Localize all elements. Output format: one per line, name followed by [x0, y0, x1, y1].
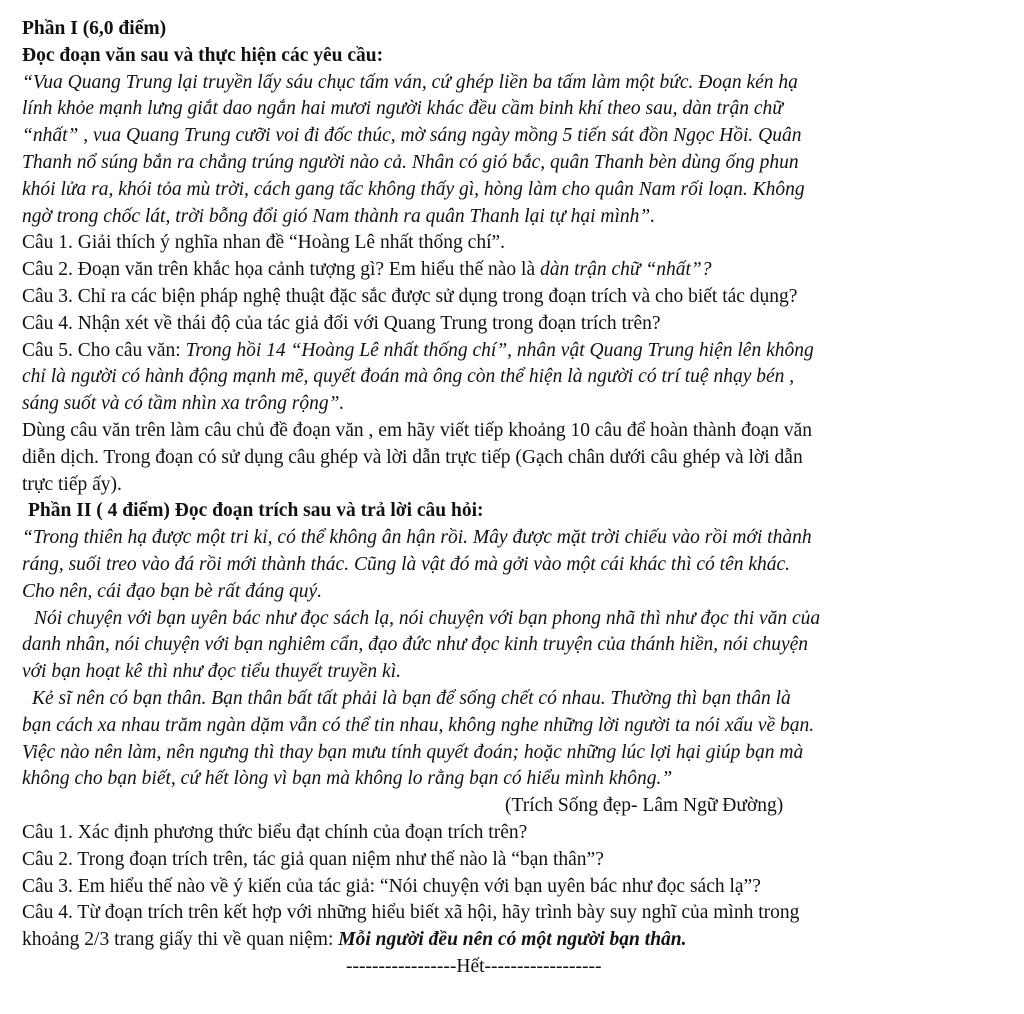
passage-line: khói lửa ra, khói tỏa mù trời, cách gang tấc không thấy gì, hòng làm cho quân Nam rối loạn. Không: [22, 178, 805, 200]
question-quote: Trong hồi 14 “Hoàng Lê nhất thống chí”, nhân vật Quang Trung hiện lên không: [185, 339, 814, 361]
passage-line: ngờ trong chốc lát, trời bỗng đổi gió Nam thành ra quân Thanh lại tự hại mình”.: [22, 205, 656, 227]
part2-question-4: Câu 4. Từ đoạn trích trên kết hợp với những hiểu biết xã hội, hãy trình bày suy nghĩ của mình trong: [22, 902, 800, 924]
part2-passage: [22, 525, 1002, 793]
passage-line: “Vua Quang Trung lại truyền lấy sáu chục tấm ván, cứ ghép liền ba tấm làm một bức. Đoạn kén hạ: [22, 71, 798, 93]
passage-line: ráng, suối treo vào đá rồi mới thành thác. Cũng là vật đó mà gởi vào một cái khác thì có tên khác.: [22, 553, 791, 575]
part2-question-4-cont: [22, 927, 1002, 954]
passage-line: danh nhân, nói chuyện với bạn nghiêm cẩn, đạo đức như đọc kinh truyện của thánh hiền, nói chuyện: [22, 634, 809, 656]
passage-line: Cho nên, cái đạo bạn bè rất đáng quý.: [22, 580, 323, 602]
passage-line: với bạn hoạt kê thì như đọc tiểu thuyết truyền kì.: [22, 661, 401, 683]
passage-source: (Trích Sống đẹp- Lâm Ngữ Đường): [505, 795, 784, 817]
question-quote-line: sáng suốt và có tầm nhìn xa trông rộng”.: [22, 393, 345, 415]
part2-question-1: Câu 1. Xác định phương thức biểu đạt chính của đoạn trích trên?: [22, 821, 528, 843]
question-text: Câu 2. Đoạn văn trên khắc họa cảnh tượng gì? Em hiểu thế nào là: [22, 259, 540, 281]
question-text: khoảng 2/3 trang giấy thi về quan niệm:: [22, 929, 339, 951]
passage-line: lính khỏe mạnh lưng giắt dao ngắn hai mươi người khác đều cầm binh khí theo sau, dàn trận chữ: [22, 98, 783, 120]
part1-passage: [22, 70, 1002, 231]
part2-question-2: Câu 2. Trong đoạn trích trên, tác giả quan niệm như thế nào là “bạn thân”?: [22, 848, 604, 870]
passage-line: Kẻ sĩ nên có bạn thân. Bạn thân bất tất phải là bạn để sống chết có nhau. Thường thì bạn thân là: [32, 687, 791, 709]
question-task-line: diễn dịch. Trong đoạn có sử dụng câu ghép và lời dẫn trực tiếp (Gạch chân dưới câu ghép và lời dẫn: [22, 446, 803, 468]
part2-question-3: Câu 3. Em hiểu thế nào về ý kiến của tác giả: “Nói chuyện với bạn uyên bác như đọc sách lạ”?: [22, 875, 761, 897]
question-emphasis: Mỗi người đều nên có một người bạn thân.: [338, 929, 687, 951]
passage-line: bạn cách xa nhau trăm ngàn dặm vẫn có thể tin nhau, không nghe những lời người ta nói xấu về bạn.: [22, 714, 815, 736]
exam-document: [22, 16, 1002, 981]
passage-line: Thanh nổ súng bắn ra chẳng trúng người nào cả. Nhân có gió bắc, quân Thanh bèn dùng ống phun: [22, 151, 799, 173]
part2-heading: Phần II ( 4 điểm) Đọc đoạn trích sau và trả lời câu hỏi:: [28, 500, 484, 522]
question-task-line: trực tiếp ấy).: [22, 473, 122, 495]
question-italic-term: dàn trận chữ “nhất”?: [539, 259, 712, 281]
part1-question-2: [22, 257, 1002, 284]
part1-question-4: Câu 4. Nhận xét về thái độ của tác giả đối với Quang Trung trong đoạn trích trên?: [22, 312, 661, 334]
question-text: Câu 5. Cho câu văn:: [22, 339, 186, 361]
passage-line: không cho bạn biết, cứ hết lòng vì bạn mà không lo rằng bạn có hiểu mình không.”: [22, 768, 673, 790]
passage-line: “Trong thiên hạ được một tri kỉ, có thể không ân hận rồi. Mây được mặt trời chiếu vào rồi mới thành: [22, 527, 812, 549]
part1-heading: Phần I (6,0 điểm): [22, 18, 167, 39]
passage-line: Việc nào nên làm, nên ngưng thì thay bạn mưu tính quyết đoán; hoặc những lúc lợi hại giúp bạn mà: [22, 741, 804, 763]
part1-question-3: Câu 3. Chỉ ra các biện pháp nghệ thuật đặc sắc được sử dụng trong đoạn trích và cho biết tác dụng?: [22, 285, 798, 307]
part1-question-5: [22, 338, 1002, 365]
question-quote-line: chỉ là người có hành động mạnh mẽ, quyết đoán mà ông còn thể hiện là người có trí tuệ nhạy bén ,: [22, 366, 795, 388]
passage-line: Nói chuyện với bạn uyên bác như đọc sách lạ, nói chuyện với bạn phong nhã thì như đọc thi văn của: [34, 607, 821, 629]
part1-question-1: Câu 1. Giải thích ý nghĩa nhan đề “Hoàng Lê nhất thống chí”.: [22, 232, 506, 254]
part1-instruction: Đọc đoạn văn sau và thực hiện các yêu cầu:: [22, 44, 384, 66]
question-task-line: Dùng câu văn trên làm câu chủ đề đoạn văn , em hãy viết tiếp khoảng 10 câu để hoàn thành đoạn văn: [22, 419, 813, 441]
passage-line: “nhất” , vua Quang Trung cưỡi voi đi đốc thúc, mờ sáng ngày mồng 5 tiến sát đồn Ngọc Hồi. Quân: [22, 125, 802, 147]
end-marker: -----------------Hết------------------: [346, 955, 602, 977]
